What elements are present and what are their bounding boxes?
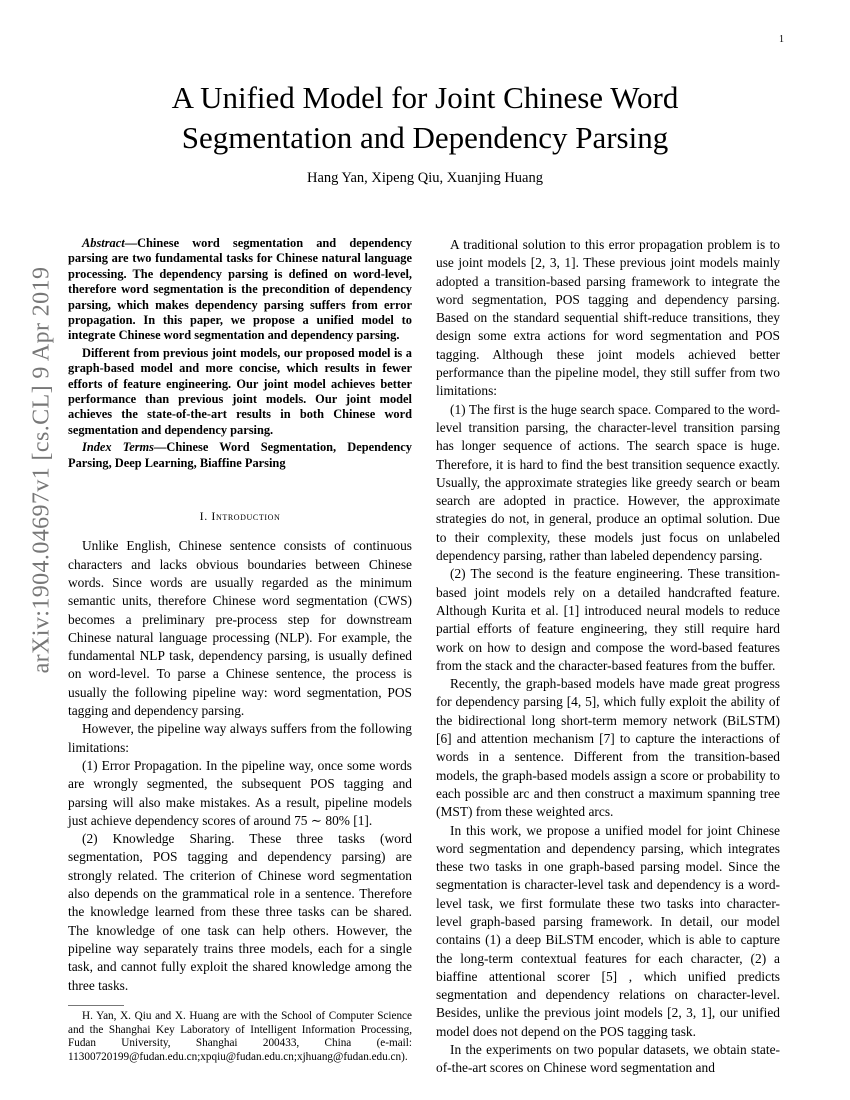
body-paragraph: Unlike English, Chinese sentence consists of continuous characters and lacks obvious boundaries between Chinese words. Since words are usually regarded as the minimum semantic units, therefore Chinese word segmentation (CWS) becomes a preliminary pre-process step for downstream Chinese natural language processing (NLP). For example, the fundamental NLP task, dependency parsing, is usually defined on word-level. To parse a Chinese sentence, the process is usually the following pipeline way: word segmentation, POS tagging and dependency parsing.	[68, 538, 412, 719]
body-paragraph: However, the pipeline way always suffers from the following limitations:	[68, 721, 412, 755]
section-title: Introduction	[211, 509, 281, 524]
body-paragraph: Recently, the graph-based models have made great progress for dependency parsing [4, 5], which fully exploit the ability of the bidirectional long short-term memory network (BiLSTM) [6] and attention mechanism [7] to capture the interactions of words in a sentence. Different from the transition-based models, the graph-based models assign a score or probability to each possible arc and then construct a maximum spanning tree (MST) from these weighted arcs.	[436, 676, 780, 820]
index-terms	[68, 440, 412, 471]
abstract-p1	[68, 236, 412, 344]
abstract-text-1: —Chinese word segmentation and dependency parsing are two fundamental tasks for Chinese natural language processing. The dependency parsing is defined on word-level, therefore word segmentation is the precondition of dependency parsing, which makes dependency parsing suffers from error propagation. In this paper, we propose a unified model to integrate Chinese word segmentation and dependency parsing.	[68, 236, 412, 343]
title-line-1: A Unified Model for Joint Chinese Word	[171, 80, 679, 115]
body-paragraph: In this work, we propose a unified model for joint Chinese word segmentation and dependency parsing, which integrates these two tasks in one graph-based parsing model. Since the segmentation is character-level task and dependency is a word-level task, we first formulate these two tasks into character-level graph-based parsing framework. In detail, our model contains (1) a deep BiLSTM encoder, which is able to capture the long-term contextual features for each character, (2) a biaffine attentional scorer [5] , which unified predicts segmentation and dependency relations on character-level. Besides, unlike the previous joint models [2, 3, 1], our unified model does not depend on the POS tagging task.	[436, 822, 780, 1039]
paper-title	[70, 78, 780, 158]
body-paragraph: A traditional solution to this error propagation problem is to use joint models [2, 3, 1]. These previous joint models mainly adopted a transition-based parsing framework to integrate the word segmentation, POS tagging and dependency parsing. Based on the standard sequential shift-reduce transitions, they design some extra actions for word segmentation and POS tagging. Although these joint models achieved better performance than the pipeline model, they still suffer from two limitations:	[436, 237, 780, 399]
section-heading	[68, 507, 412, 525]
body-paragraph: (1) Error Propagation. In the pipeline way, once some words are wrongly segmented, the subsequent POS tagging and parsing will also make mistakes. As a result, pipeline models just achieve dependency scores of around 75 ∼ 80% [1].	[68, 757, 412, 828]
arxiv-stamp: arXiv:1904.04697v1 [cs.CL] 9 Apr 2019	[28, 266, 55, 674]
authors: Hang Yan, Xipeng Qiu, Xuanjing Huang	[306, 170, 543, 186]
body-paragraph: (2) The second is the feature engineering. These transition-based joint models rely on a detailed handcrafted feature. Although Kurita et al. [1] introduced neural models to reduce partial efforts of feature engineering, they still require hard work on how to design and compose the word-based features from the stack and the character-based features from the buffer.	[436, 566, 780, 673]
left-column	[68, 236, 412, 1065]
page-number: 1	[779, 34, 784, 45]
footnote-rule	[68, 1005, 124, 1006]
index-terms-text: —Chinese Word Segmentation, Dependency Parsing, Deep Learning, Biaffine Parsing	[68, 440, 412, 470]
index-terms-label: Index Terms	[82, 440, 154, 455]
arxiv-sidebar	[28, 266, 55, 674]
abstract-label: Abstract	[82, 236, 125, 250]
footnote: H. Yan, X. Qiu and X. Huang are with the School of Computer Science and the Shanghai Key Laboratory of Intelligent Information Processing, Fudan University, Shanghai 200433, China (e-mail: 11300720199@fudan.edu.cn;xpqiu@fudan.edu.cn;xjhuang@fudan.edu.cn).	[68, 1009, 412, 1063]
section-number: I.	[199, 509, 208, 524]
body-paragraph: In the experiments on two popular datasets, we obtain state-of-the-art scores on Chinese word segmentation and	[436, 1042, 780, 1076]
abstract-p2: Different from previous joint models, our proposed model is a graph-based model and more concise, which results in fewer efforts of feature engineering. Our joint model achieves better performance than previous joint models. Our joint model achieves the state-of-the-art results in both Chinese word segmentation and dependency parsing.	[68, 345, 412, 437]
body-paragraph: (2) Knowledge Sharing. These three tasks (word segmentation, POS tagging and dependency parsing) are strongly related. The criterion of Chinese word segmentation also depends on the grammatical role in a sentence. Therefore the knowledge learned from these three tasks can be shared. The knowledge of one task can help others. However, the pipeline way separately trains three models, each for a single task, and cannot fully exploit the shared knowledge among the three tasks.	[68, 831, 412, 993]
right-column	[436, 236, 780, 1078]
title-line-2: Segmentation and Dependency Parsing	[181, 120, 669, 155]
body-paragraph: (1) The first is the huge search space. Compared to the word-level transition parsing, the character-level transition parsing has longer sequence of actions. The search space is huge. Therefore, it is hard to find the best transition sequence exactly. Usually, the approximate strategies like greedy search or beam search are adopted in practice. However, the approximate strategies do not, in general, produce an optimal solution. Due to their complexity, these models just focus on unlabeled dependency parsing, rather than labeled dependency parsing.	[436, 401, 780, 564]
